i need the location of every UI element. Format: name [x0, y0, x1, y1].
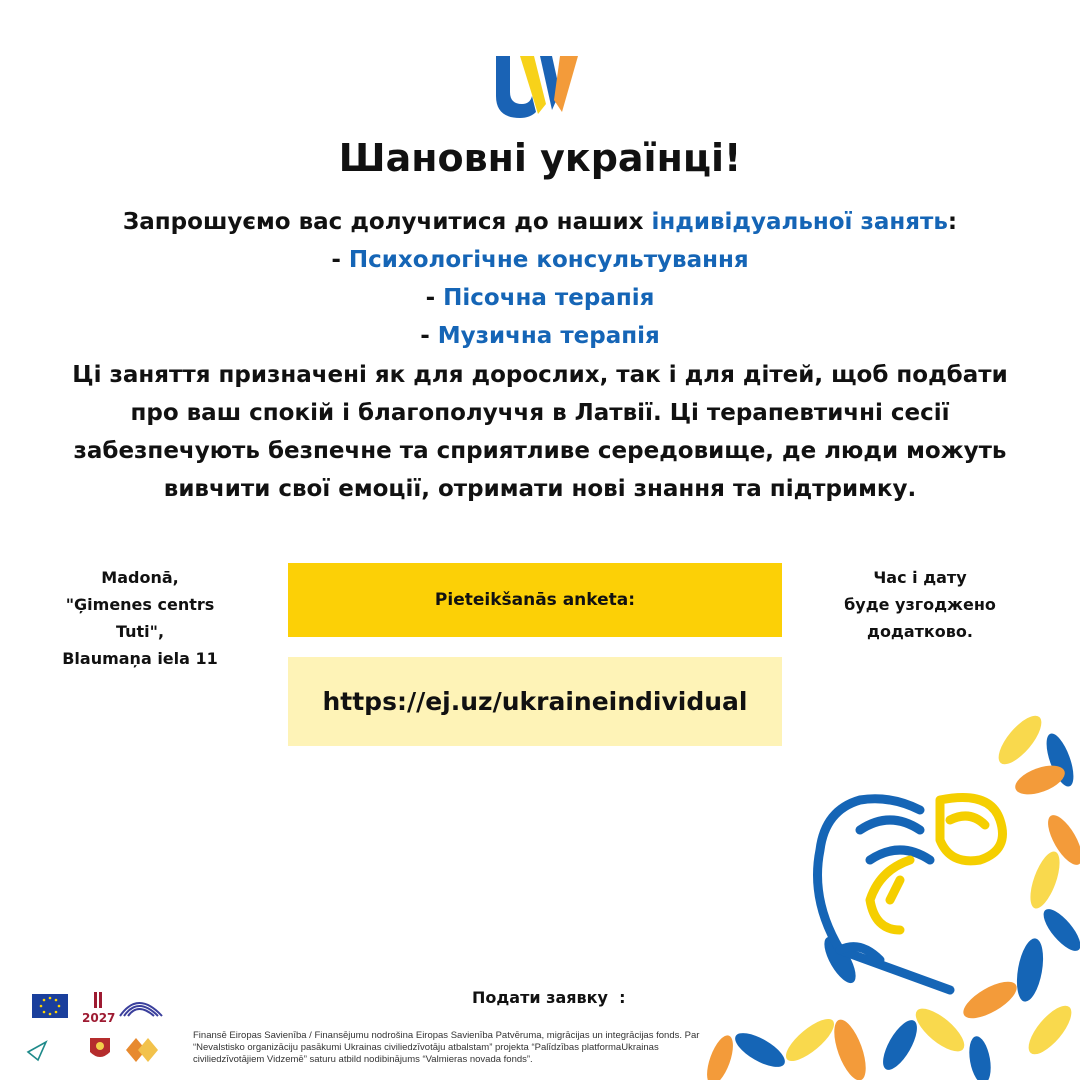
description-text: Ці заняття призначені як для дорослих, так і для дітей, щоб подбати про ваш спокій і благополуччя в Латвії. Ці терапевтичні сесії забезпечують безпечне та сприятливе середовище, де люди можуть вивчити свої емоції, отримати нові знання та підтримку.: [72, 362, 1008, 502]
intro-block: [0, 203, 1080, 355]
intro-line: [0, 203, 1080, 241]
form-label: Pieteikšanās anketa:: [434, 590, 636, 610]
intro-after: :: [947, 209, 958, 235]
intro-highlight: індивідуальної занять: [651, 209, 948, 235]
activity-item: [0, 317, 1080, 355]
location-line: "Ģimenes centrs: [65, 595, 215, 614]
hands-and-leaves-illustration: [690, 700, 1080, 1080]
coat-of-arms-icon: [90, 1038, 110, 1057]
activity-dash: -: [331, 247, 349, 273]
intro-before: Запрошуємо вас долучитися до наших: [122, 209, 652, 235]
form-url-link[interactable]: https://ej.uz/ukraineindividual: [322, 687, 748, 716]
apply-label: Подати заявку :: [472, 988, 626, 1007]
schedule-line: додатково.: [867, 622, 973, 641]
activity-label: Музична терапія: [437, 323, 660, 349]
location-line: Madonā,: [101, 568, 179, 587]
valmieras-agency-icon: [28, 1042, 46, 1060]
valmieras-fund-icon: [126, 1038, 158, 1062]
schedule-info: [820, 564, 1020, 645]
location-line: Tuti",: [115, 622, 165, 641]
activity-item: [0, 279, 1080, 317]
schedule-line: Час і дату: [873, 568, 967, 587]
schedule-line: буде узгоджено: [844, 595, 996, 614]
form-label-box: [288, 563, 782, 637]
page-title: Шановні українці!: [338, 136, 742, 180]
activity-label: Психологічне консультування: [348, 247, 749, 273]
footer-text: Finansē Eiropas Savienība / Finansējumu nodrošina Eiropas Savienība Patvēruma, migrācijas un integrācijas fonds. Par “Nevalstisko organizāciju pasākumi Ukrainas civiliedzīvotāju atbalstam” projekta “Palīdzības platformaUkrainas civiliedzīvotājiem Vidzemē” saturu atbild nodibinājums “Valmieras novada fonds”.: [193, 1030, 700, 1065]
latvia-2027-icon: [82, 992, 115, 1025]
activity-dash: -: [420, 323, 438, 349]
location-line: Blaumaņa iela 11: [62, 649, 218, 668]
svg-text:2027: 2027: [82, 1011, 116, 1025]
sponsor-logos: [26, 992, 176, 1072]
eu-flag-icon: [32, 994, 68, 1018]
activity-label: Пісочна терапія: [443, 285, 655, 311]
uw-logo-icon: [490, 52, 582, 118]
activity-item: [0, 241, 1080, 279]
location-info: [40, 564, 240, 672]
activity-dash: -: [425, 285, 444, 311]
arch-logo-icon: [120, 1003, 162, 1016]
